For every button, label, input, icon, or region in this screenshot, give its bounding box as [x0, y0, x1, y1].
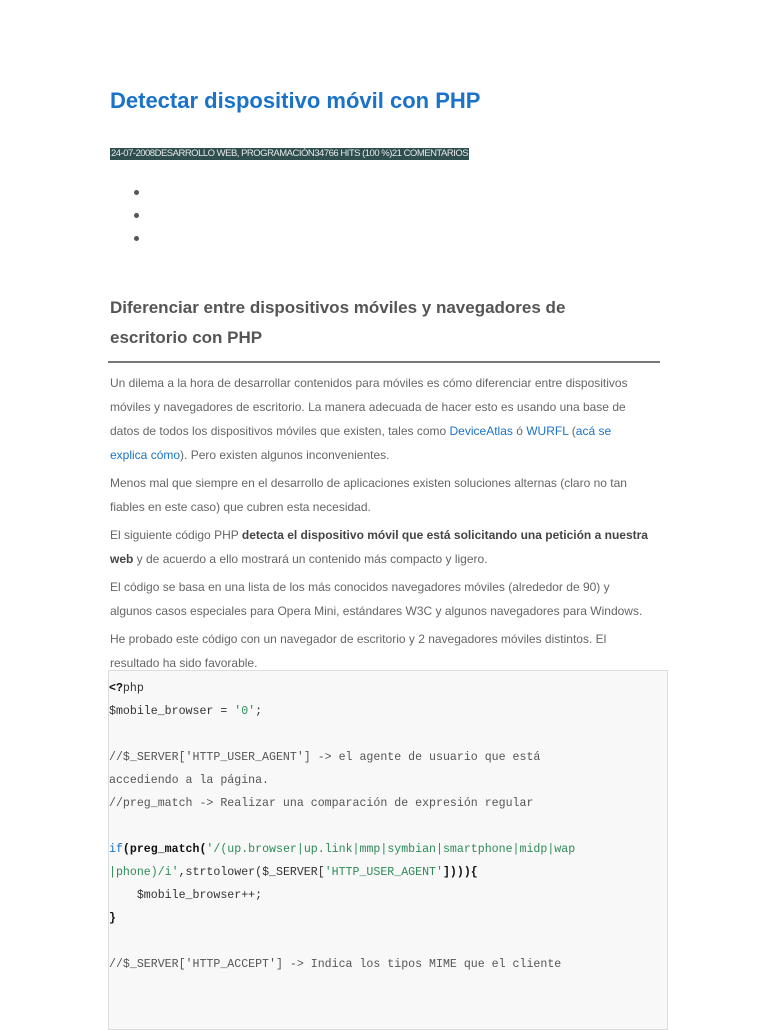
code-comment: //preg_match -> Realizar una comparación de expresión regular: [109, 797, 534, 810]
text: y de acuerdo a ello mostrará un contenido más compacto y ligero.: [133, 552, 488, 566]
code-line: [109, 861, 667, 884]
code-line-blank: [109, 815, 667, 838]
code-line-blank: [109, 930, 667, 953]
paragraph-tested: He probado este código con un navegador de escritorio y 2 navegadores móviles distintos. El resultado ha sido favorable.: [110, 632, 607, 670]
text: Un dilema a la hora de desarrollar contenidos para móviles es cómo diferenciar entre dispositivos móviles y navegadores de escritorio. La manera adecuada de hacer esto es usando una base de datos de todos los dispositivos móviles que existen, tales como: [110, 376, 628, 438]
paragraph-alternatives: Menos mal que siempre en el desarrollo de aplicaciones existen soluciones alternas (claro no tan fiables en este caso) que cubren esta necesidad.: [110, 476, 627, 514]
link-wurfl[interactable]: WURFL: [526, 424, 569, 438]
code-token: ,strtolower($_SERVER[: [178, 866, 325, 879]
code-keyword: if: [109, 843, 123, 856]
code-string: '/(up.browser|up.link|mmp|symbian|smartphone|midp|wap: [206, 843, 576, 856]
code-comment: accediendo a la página.: [109, 774, 270, 787]
code-string: 'HTTP_USER_AGENT': [324, 866, 443, 879]
text: ). Pero existen algunos inconvenientes.: [180, 448, 390, 462]
link-deviceatlas[interactable]: DeviceAtlas: [449, 424, 513, 438]
code-comment: //$_SERVER['HTTP_ACCEPT'] -> Indica los tipos MIME que el cliente: [109, 958, 562, 971]
bold-text: detecta el dispositivo móvil que está solicitando una petición a nuestra web: [110, 528, 648, 566]
code-line: [109, 838, 667, 861]
code-string: |phone)/i': [109, 866, 179, 879]
article-body: [110, 371, 650, 679]
code-line: [109, 677, 667, 700]
text: (: [568, 424, 576, 438]
code-block[interactable]: [108, 670, 668, 1030]
paragraph-code-basis: El código se basa en una lista de los más conocidos navegadores móviles (alrededor de 90) y algunos casos especiales para Opera Mini, estándares W3C y algunos navegadores para Windows.: [110, 580, 643, 618]
code-string: '0': [234, 705, 256, 718]
code-line: }: [109, 912, 116, 925]
code-line-blank: [109, 723, 667, 746]
heading-divider: [108, 361, 660, 363]
code-token: (preg_match(: [122, 843, 207, 856]
code-token: php: [122, 682, 144, 695]
section-heading: Diferenciar entre dispositivos móviles y navegadores de escritorio con PHP: [110, 298, 566, 347]
paragraph-code-intro: [110, 523, 650, 571]
article-meta: 24-07-2008DESARROLLO WEB, PROGRAMACIÓN34766 HITS (100 %)21 COMENTARIOS: [111, 148, 469, 159]
text: El siguiente código PHP: [110, 528, 242, 542]
article-title[interactable]: Detectar dispositivo móvil con PHP: [110, 88, 481, 113]
link-explanation[interactable]: acá se explica cómo: [110, 424, 612, 462]
code-line: [109, 700, 667, 723]
code-comment: //$_SERVER['HTTP_USER_AGENT'] -> el agente de usuario que está: [109, 751, 541, 764]
text: ó: [512, 424, 527, 438]
code-token: <?: [109, 682, 123, 695]
code-token: $mobile_browser =: [109, 705, 235, 718]
code-line: $mobile_browser++;: [109, 889, 263, 902]
share-list: [110, 182, 134, 251]
code-token: ;: [255, 705, 263, 718]
paragraph-intro: [110, 371, 650, 467]
code-token: ]))){: [442, 866, 478, 879]
